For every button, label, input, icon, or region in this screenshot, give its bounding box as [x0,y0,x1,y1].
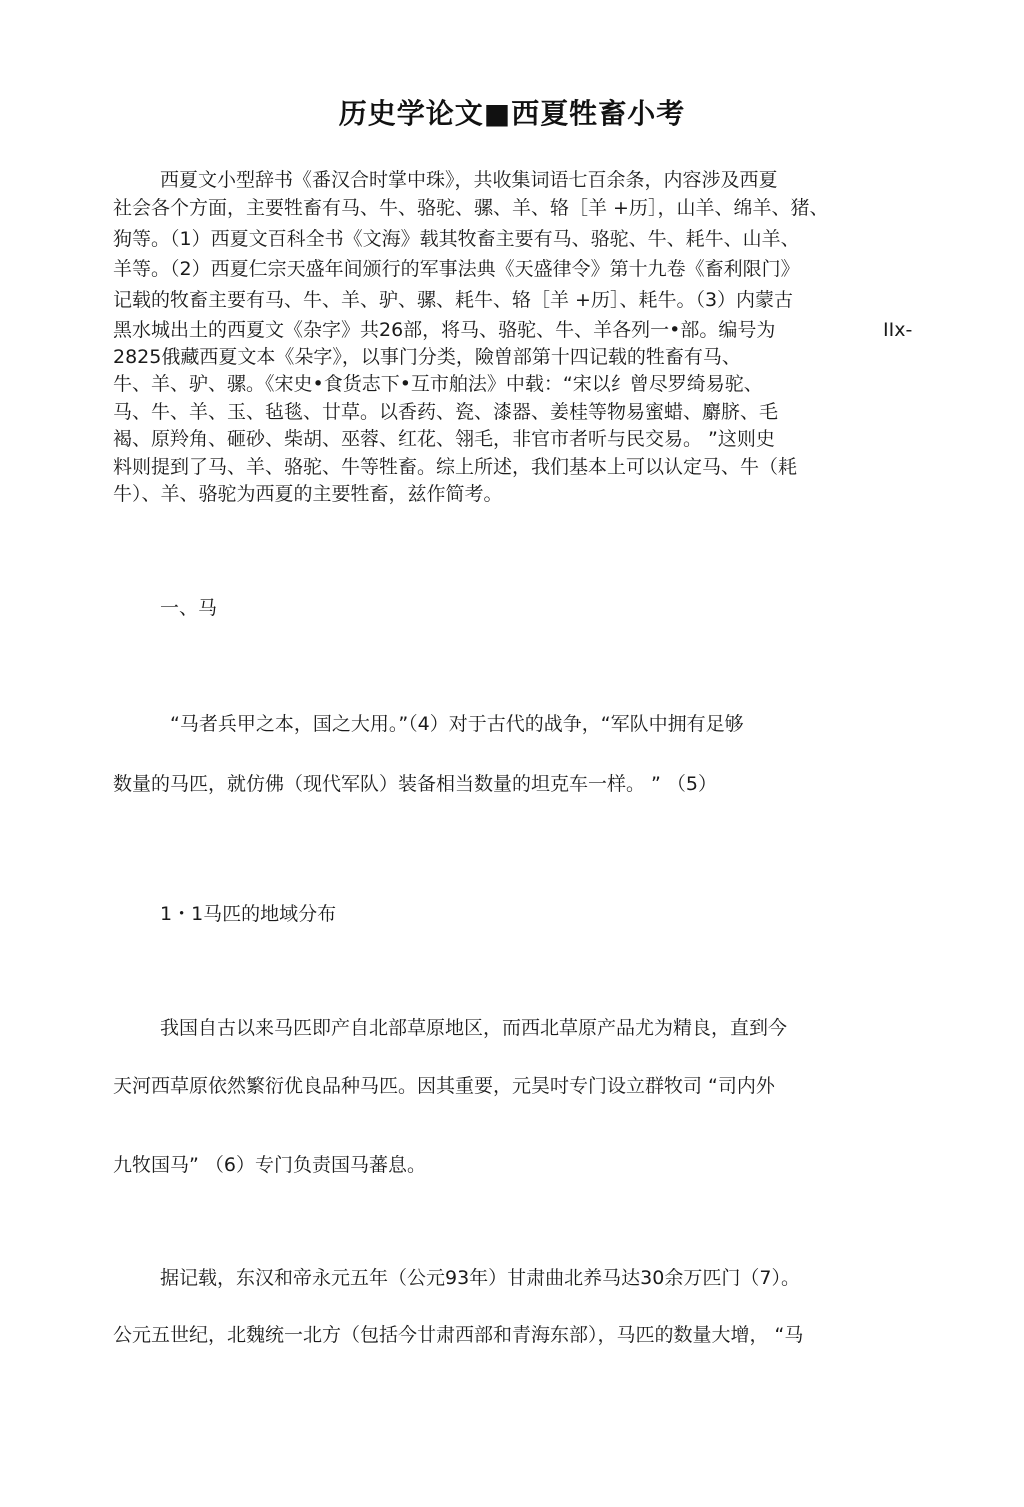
paragraph-line: 公元五世纪，北魏统一北方（包括今廿肃西部和青海东部），马匹的数量大增， “马 [113,1324,804,1346]
intro-line: 2825俄藏西夏文本《朵字》，以事门分类，險曽部第十四记载的牲畜有马、 [113,346,741,368]
paragraph-line: 数量的马匹，就仿佛（现代军队）装备相当数量的坦克车一样。 ” （5） [113,773,718,795]
intro-line: 黑水城出土的西夏文《杂字》共26部，将马、骆驼、牛、羊各列一•部。编号为 [113,319,776,341]
paragraph-line: 天河西草原依然繁衍优良品种马匹。因其重要，元昊吋专门设立群牧司 “司内外 [113,1075,775,1097]
intro-line: 马、牛、羊、玉、毡毯、廿草。以香药、瓷、漆器、姜桂等物易蜜蜡、麝脐、毛 [113,401,779,423]
paragraph-line: 九牧国马” （6）专门负责国马蕃息。 [113,1154,426,1176]
intro-line: 褐、原羚角、砸砂、柴胡、巫蓉、红花、翎毛，非官市者听与民交易。 ”这则史 [113,428,775,450]
intro-line: 西夏文小型辞书《番汉合时掌中珠》，共收集词语七百余条，内容涉及西夏 [160,169,778,191]
intro-line: 料则提到了马、羊、骆驼、牛等牲畜。综上所述，我们基本上可以认定马、牛（耗 [113,456,798,478]
intro-line: 狗等。（1）西夏文百科全书《文海》载其牧畜主要有马、骆驼、牛、耗牛、山羊、 [113,228,800,250]
paragraph-line: 据记载，东汉和帝永元五年（公元93年）甘肃曲北养马达30余万匹门（7）。 [160,1267,800,1289]
section-heading: 一、马 [160,597,218,619]
subsection-heading: 1・1马匹的地域分布 [160,903,337,925]
intro-line: 羊等。（2）西夏仁宗天盛年间颁行的军事法典《天盛律令》第十九卷《畜利限门》 [113,258,800,280]
document-title: 历史学论文■西夏牲畜小考 [338,97,686,130]
intro-line: 记载的牧畜主要有马、牛、羊、驴、骡、耗牛、辂［羊 +历］、耗牛。（3）内蒙古 [113,289,794,311]
intro-line: 社会各个方面，主要牲畜有马、牛、骆驼、骡、羊、辂［羊 +历］，山羊、绵羊、猪、 [113,197,829,219]
paragraph-line: 我国自古以来马匹即产自北部草原地区，而西北草原产品尤为精良，直到今 [160,1017,788,1039]
paragraph-line: “马者兵甲之本，国之大用。”（4）对于古代的战争，“军队中拥有足够 [170,713,744,735]
intro-line: 牛、羊、驴、骡。《宋史•食货志下•互市舶法》中载：“宋以纟曾尽罗绮易驼、 [113,373,763,395]
intro-line-tail: IIx- [883,319,913,341]
intro-line: 牛）、羊、骆驼为西夏的主要牲畜，兹作简考。 [113,483,503,505]
